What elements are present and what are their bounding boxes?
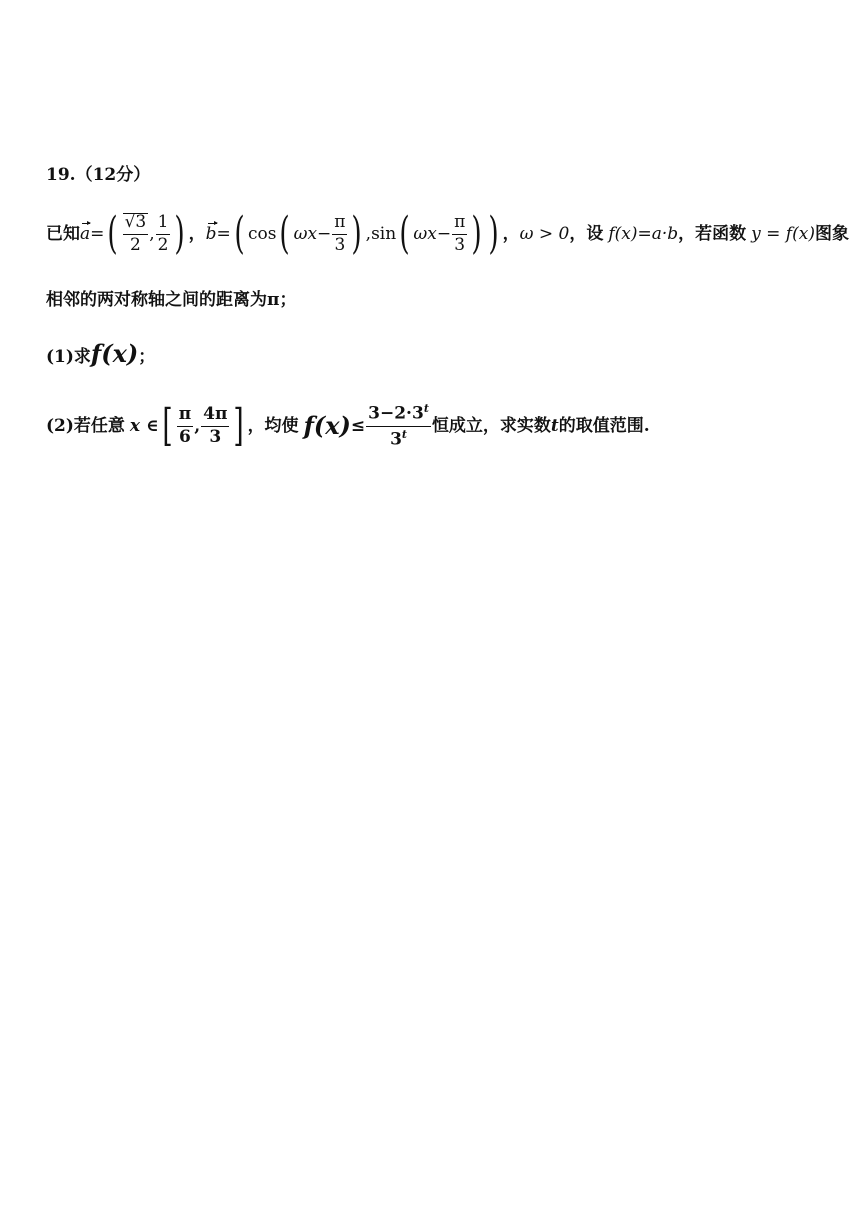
x-in: x ∈ xyxy=(129,415,159,436)
fraction-inequality-rhs: $\frac{3-2\cdot 3^t}{3^t}$ xyxy=(368,402,429,450)
cos-label: cos xyxy=(247,223,277,244)
variable-t: t xyxy=(550,415,559,436)
part-2-label: (2)若任意 xyxy=(46,415,125,436)
sin-label: sin xyxy=(371,223,397,244)
leq-sign: ≤ xyxy=(350,415,366,436)
fraction-4pi-over-3: $\frac{4\pi}{3}$ xyxy=(203,403,228,447)
fraction-1-over-2 xyxy=(156,211,171,255)
part-2-tail: 的取值范围. xyxy=(558,415,650,436)
fraction-pi-over-3: $\frac{\pi}{3}$ xyxy=(334,211,346,255)
numerator: √3 xyxy=(123,213,149,235)
y-equals-f-of-x: y = f(x) xyxy=(751,223,815,244)
vector-a: a xyxy=(80,223,91,244)
denominator: 2 xyxy=(157,234,169,255)
paren-open: ( xyxy=(107,208,119,259)
f-of-x: f(x) xyxy=(90,339,139,368)
set-label: 设 xyxy=(586,223,604,244)
bracket-open: [ xyxy=(161,400,173,451)
fraction-sqrt3-over-2 xyxy=(123,213,149,255)
problem-statement-line-2: 相邻的两对称轴之间的距离为π； xyxy=(46,290,297,310)
graph-label: 图象 xyxy=(814,223,849,244)
problem-statement-line-1: 已知 a = ( $\frac{√3}{2}$ , $\frac{1}{2}$ ) ， b = ( cos ( ωx − $\frac{\pi}{3}$ ) , sin ( ωx − $\frac{\pi}{3}$ ) ) ， ω > 0 ， 设 f(x) = a·b ， 若函数 y = f(x) 图象 xyxy=(46,208,849,259)
bracket-close: ] xyxy=(233,400,245,451)
part-1: (1)求f(x)； xyxy=(46,339,156,368)
equals-sign: = xyxy=(90,223,105,244)
omega-condition: ω > 0 xyxy=(519,223,570,244)
numerator: 1 xyxy=(156,214,171,235)
paren-close: ) xyxy=(174,208,186,259)
denominator: 2 xyxy=(129,235,141,255)
part-2: (2)若任意 x ∈ [ $\frac{\pi}{6}$ , $\frac{4\pi}{3}$ ] ，均使 f(x) ≤ $\frac{3-2\cdot 3^t}{3^t}$ 恒成立，求实数 t 的取值范围. xyxy=(46,400,650,451)
fraction-pi-over-6: $\frac{\pi}{6}$ xyxy=(178,403,192,447)
f-of-x: f(x) xyxy=(608,223,638,244)
known-label: 已知 xyxy=(46,223,80,244)
if-function-label: 若函数 xyxy=(695,223,747,244)
f-of-x: f(x) xyxy=(303,411,351,440)
problem-number: 19.（12分） xyxy=(46,165,151,185)
dot-product: a·b xyxy=(651,223,679,244)
part-1-label: (1)求 xyxy=(46,347,91,367)
part-2-end: 恒成立，求实数 xyxy=(431,415,551,436)
vector-b: b xyxy=(205,223,217,244)
fraction-pi-over-3: $\frac{\pi}{3}$ xyxy=(454,211,466,255)
